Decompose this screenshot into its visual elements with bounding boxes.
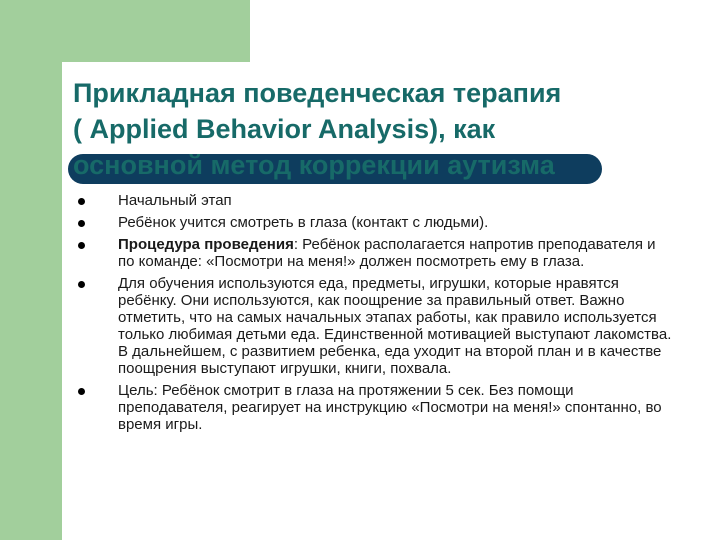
bullet-bold-text: Процедура проведения: [118, 236, 294, 253]
bullet-item: [73, 275, 673, 377]
bullet-text: Начальный этап: [118, 192, 232, 209]
bullet-text: : Ребёнок располагается напротив преподавателя и по команде: «Посмотри на меня!» должен посмотреть ему в глаза.: [118, 236, 656, 270]
bullet-dot-icon: [78, 220, 85, 227]
decor-green-side: [0, 0, 62, 540]
bullet-item: [73, 214, 673, 231]
bullet-item: [73, 192, 673, 209]
bullet-text: Для обучения используются еда, предметы, игрушки, которые нравятся ребёнку. Они используются, как поощрение за правильный ответ. Важно отметить, что на самых начальных этапах работы, как правило используется только любимая детьми еда. Единственной мотивацией выступают лакомства. В дальнейшем, с развитием ребенка, еда уходит на второй план и в качестве поощрения выступают игрушки, книги, похвала.: [118, 275, 672, 377]
bullet-dot-icon: [78, 198, 85, 205]
bullet-item: [73, 382, 673, 433]
bullet-dot-icon: [78, 281, 85, 288]
bullet-list: [73, 192, 673, 438]
slide-title: Прикладная поведенческая терапия ( Applied Behavior Analysis), как основной метод коррекции аутизма: [73, 78, 562, 180]
bullet-text: Цель: Ребёнок смотрит в глаза на протяжении 5 сек. Без помощи преподавателя, реагирует на инструкцию «Посмотри на меня!» спонтанно, во время игры.: [118, 382, 662, 433]
decor-green-top: [0, 0, 250, 62]
bullet-item: [73, 236, 673, 270]
bullet-dot-icon: [78, 388, 85, 395]
bullet-dot-icon: [78, 242, 85, 249]
bullet-text: Ребёнок учится смотреть в глаза (контакт с людьми).: [118, 214, 489, 231]
